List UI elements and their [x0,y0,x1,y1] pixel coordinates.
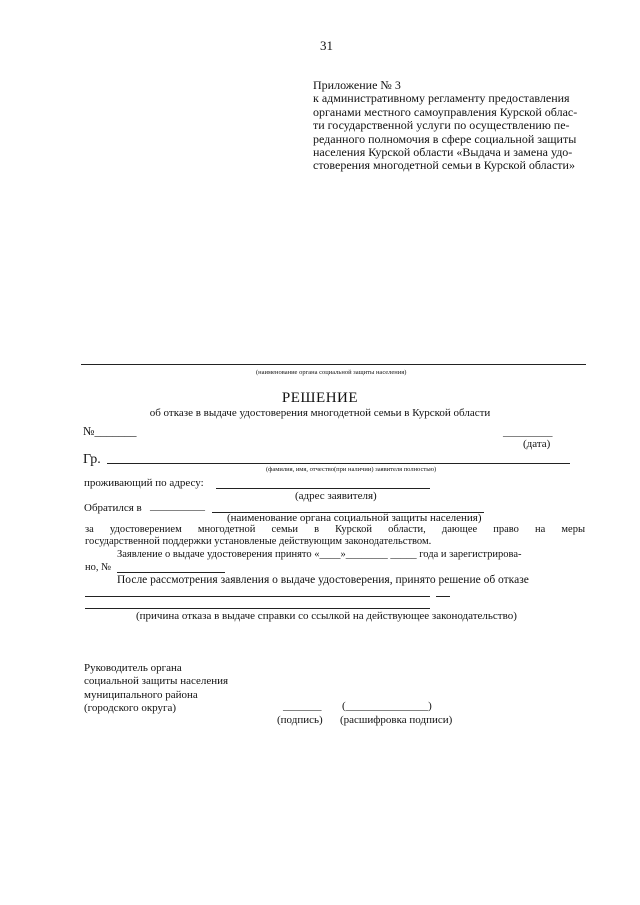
number-field[interactable]: _______ [94,424,137,438]
appendix-header [313,79,605,173]
address-caption: (адрес заявителя) [295,490,377,502]
date-caption: (дата) [523,438,551,450]
reason-caption: (причина отказа в выдаче справки со ссылкой на действующее законодательство) [136,610,517,622]
registration-number-field[interactable] [117,572,225,573]
document-title: РЕШЕНИЕ [281,390,359,406]
applied-short-field[interactable]: __________ [150,500,205,512]
appendix-line: органами местного самоуправления Курской облас- [313,104,578,119]
reason-line-1[interactable] [85,596,430,597]
signature-decrypt-field[interactable]: (_______________) [342,700,432,712]
appendix-line: населения Курской области «Выдача и замена удо- [313,145,573,160]
reason-line-1b[interactable] [436,596,450,597]
document-subtitle: об отказе в выдаче удостоверения многодетной семьи в Курской области [149,407,491,419]
para1-line2: государственной поддержки установленые действующим законодательством. [85,536,432,547]
number-label [83,424,136,439]
appendix-line: ти государственной услуги по осуществлению пе- [313,118,570,133]
date-field[interactable]: _________ [503,426,553,438]
para2-line1: Заявление о выдаче удостоверения принято «____»________ _____ года и зарегистрирова- [117,549,522,560]
appendix-line: к административному регламенту предоставления [313,91,570,106]
page-number: 31 [320,38,333,53]
number-sign: № [83,424,95,438]
citizen-name-field[interactable] [107,463,570,464]
signer-line2: социальной защиты населения [84,675,229,687]
applied-label: Обратился в [84,502,142,514]
appendix-line: реданного полномочия в сфере социальной защиты [313,131,577,146]
address-label: проживающий по адресу: [84,477,204,489]
signature-field[interactable]: _______ [283,700,322,712]
citizen-label: Гр. [83,452,101,467]
applied-caption: (наименование органа социальной защиты населения) [227,512,482,524]
reason-line-2[interactable] [85,608,430,609]
para1-line1: за удостоверением многодетной семьи в Курской области, дающее право на меры [85,524,585,535]
address-field[interactable] [216,488,430,489]
appendix-line: Приложение № 3 [313,78,401,92]
appendix-line: стоверения многодетной семьи в Курской области» [313,158,575,173]
signer-line4: (городского округа) [84,702,177,714]
signer-line3: муниципального района [84,689,198,701]
citizen-caption: (фамилия, имя, отчество(при наличии) заявителя полностью) [266,466,437,473]
para3: После рассмотрения заявления о выдаче удостоверения, принято решение об отказе [117,574,529,586]
decrypt-caption: (расшифровка подписи) [340,714,453,726]
org-caption: (наименование органа социальной защиты населения) [256,369,407,376]
para2-line2: но, № [85,562,112,573]
signature-caption: (подпись) [277,714,323,726]
org-name-line[interactable] [81,364,586,365]
signer-line1: Руководитель органа [84,662,182,674]
